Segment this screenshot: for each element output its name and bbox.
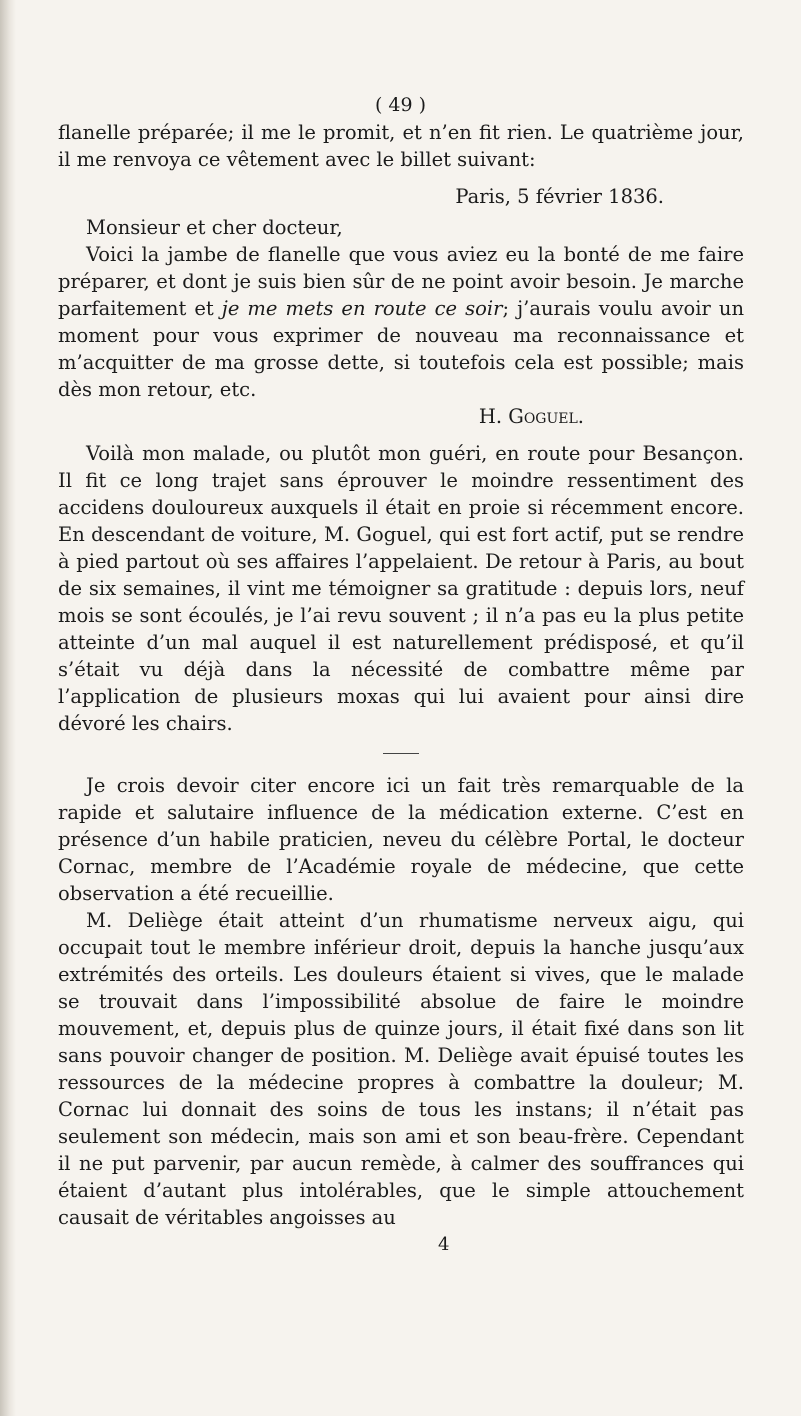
letter-body-start: Voici la jambe de flanelle que vous aviez eu la bonté de me faire préparer, et dont je suis bien sûr de ne point avoir besoin. Je marche parfaitement et	[58, 243, 744, 320]
letter-dateline: Paris, 5 février 1836.	[455, 185, 664, 208]
letter-body-end: ; j’aurais voulu avoir un moment pour vous exprimer de nouveau ma reconnaissance et m’acquitter de ma grosse dette, si toutefois cela est possible; mais dès mon retour, etc.	[58, 297, 745, 401]
letter-signature: H. Goguel.	[478, 405, 584, 428]
page-text	[58, 92, 744, 1258]
section-separator	[383, 753, 419, 754]
letter-body	[58, 241, 744, 403]
paragraph-intro: flanelle préparée; il me le promit, et n’en fit rien. Le quatrième jour, il me renvoya ce vêtement avec le billet suivant:	[58, 121, 744, 171]
page-spine-shadow	[0, 0, 16, 1416]
paragraph-deliege: M. Deliège était atteint d’un rhumatisme nerveux aigu, qui occupait tout le membre inférieur droit, depuis la hanche jusqu’aux extrémités des orteils. Les douleurs étaient si vives, que le malade se trouvait dans l’impossibilité absolue de faire le moindre mouvement, et, depuis plus de quinze jours, il était fixé dans son lit sans pouvoir changer de position. M. Deliège avait épuisé toutes les ressources de la médecine propres à combattre la douleur; M. Cornac lui donnait des soins de tous les instans; il n’était pas seulement son médecin, mais son ami et son beau-frère. Cependant il ne put parvenir, par aucun remède, à calmer des souffrances qui étaient d’autant plus intolérables, que le simple attouchement causait de véritables angoisses au	[58, 909, 744, 1229]
paragraph-patient: Voilà mon malade, ou plutôt mon guéri, en route pour Besançon. Il fit ce long trajet sans éprouver le moindre ressentiment des accidens douloureux auxquels il était en proie si récemment encore. En descendant de voiture, M. Goguel, qui est fort actif, put se rendre à pied partout où ses affaires l’appelaient. De retour à Paris, au bout de six semaines, il vint me témoigner sa gratitude : depuis lors, neuf mois se sont écoulés, je l’ai revu souvent ; il n’a pas eu la plus petite atteinte d’un mal auquel il est naturellement prédisposé, et qu’il s’était vu déjà dans la nécessité de combattre même par l’application de plusieurs moxas qui lui avaient pour ainsi dire dévoré les chairs.	[58, 442, 744, 735]
signature-mark: 4	[438, 1234, 450, 1255]
paragraph-cite: Je crois devoir citer encore ici un fait très remarquable de la rapide et salutaire influence de la médication externe. C’est en présence d’un habile praticien, neveu du célèbre Portal, le docteur Cornac, membre de l’Académie royale de médecine, que cette observation a été recueillie.	[58, 774, 744, 905]
spacer	[58, 430, 744, 440]
letter-body-italic: je me mets en route ce soir	[221, 297, 503, 320]
letter-salutation: Monsieur et cher docteur,	[86, 216, 343, 239]
page-number: ( 49 )	[374, 94, 427, 116]
